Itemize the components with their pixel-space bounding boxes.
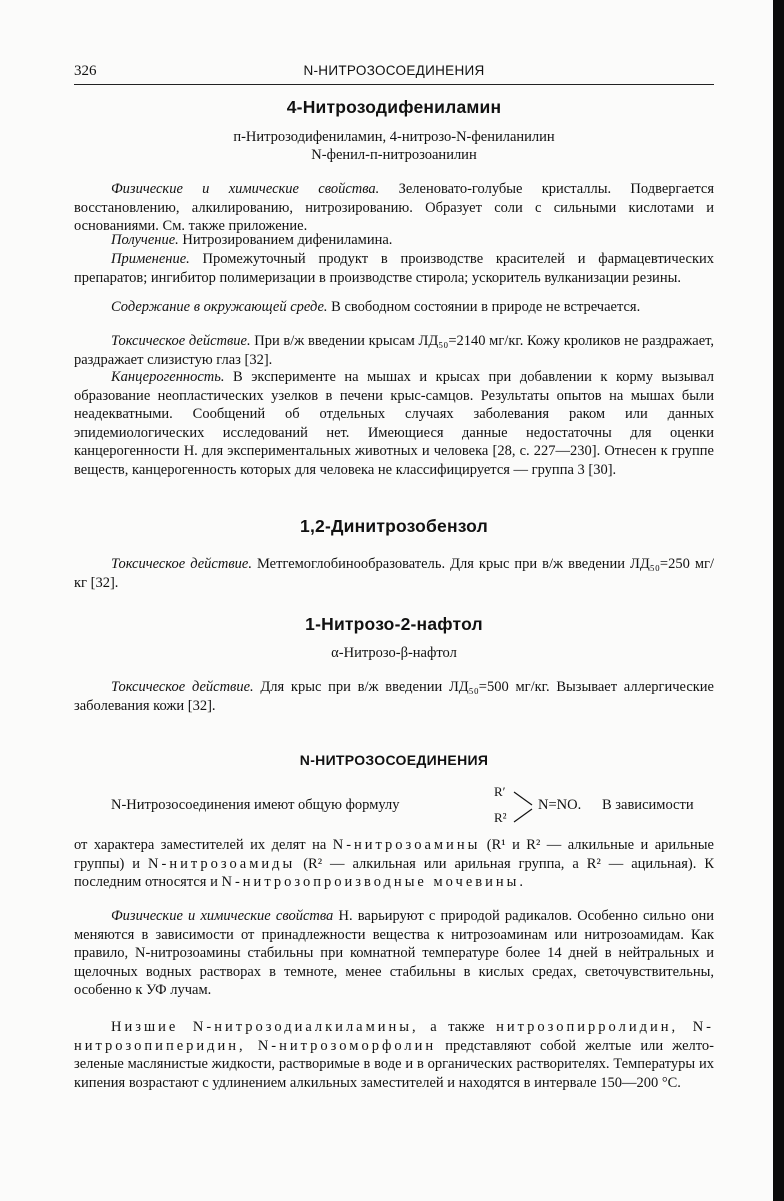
paragraph-label: Получение. xyxy=(111,232,179,248)
header-rule xyxy=(74,84,714,85)
paragraph-classification: от характера заместителей их делят на N-нитрозоамины (R¹ и R² — алкильные и арильные группы) и N-нитрозоамиды (R² — алкильная или арильная группа, а R² — ацильная). К последним относятся и N-нитрозопроизводные мочевины. xyxy=(74,837,714,891)
page-number: 326 xyxy=(74,63,97,79)
running-title: N-НИТРОЗОСОЕДИНЕНИЯ xyxy=(303,63,485,78)
running-head xyxy=(74,63,714,85)
paragraph-label: Токсическое действие. xyxy=(111,556,252,572)
paragraph-label: Токсическое действие. xyxy=(111,679,254,695)
synonym-line: п-Нитрозодифениламин, 4-нитрозо-N-фениланилин xyxy=(233,129,555,145)
paragraph-label: Содержание в окружающей среде. xyxy=(111,299,328,315)
scan-edge-bar xyxy=(773,0,784,1201)
section-heading-n-nitroso-compounds: N-НИТРОЗОСОЕДИНЕНИЯ xyxy=(299,752,489,768)
paragraph-label: Токсическое действие. xyxy=(111,333,251,349)
formula-bonds xyxy=(512,788,536,826)
general-formula xyxy=(492,782,592,832)
paragraph-toxic-action: Токсическое действие. При в/ж введении крысам ЛД₅₀=2140 мг/кг. Кожу кроликов не раздражает, раздражает слизистую глаз [32]. xyxy=(74,333,715,368)
general-formula-line: N-Нитрозосоединения имеют общую формулу R′ R² N=NO. В зависимости xyxy=(74,782,714,832)
section-heading-dinitrosobenzene: 1,2-Динитрозобензол xyxy=(300,516,488,536)
formula-r1: R′ xyxy=(494,784,506,799)
paragraph-label: Канцерогенность. xyxy=(111,369,225,385)
section-heading-nitroso-naphthol: 1-Нитрозо-2-нафтол xyxy=(305,614,483,634)
paragraph-toxic-action: Токсическое действие. Метгемоглобинообразователь. Для крыс при в/ж введении ЛД₅₀=250 мг/кг [32]. xyxy=(74,556,714,591)
paragraph-label: Физические и химические свойства xyxy=(111,908,334,924)
paragraph-label: Физические и химические свойства. xyxy=(111,181,380,197)
term: Низшие N-нитрозодиалкиламины, xyxy=(111,1019,419,1035)
paragraph-lower-nitrosamines: Низшие N-нитрозодиалкиламины, а также нитрозопирролидин, N-нитрозопиперидин, N-нитрозоморфолин представляют собой желтые или желто-зеленые маслянистые жидкости, растворимые в воде и в органических растворителях. Температуры их кипения возрастают с удлинением алкильных заместителей и находятся в интервале 150—200 °С. xyxy=(74,1019,715,1091)
term: N-нитрозоамины xyxy=(332,837,481,853)
paragraph-environment: Содержание в окружающей среде. В свободном состоянии в природе не встречается. xyxy=(111,299,641,315)
term: N-нитрозопроизводные мочевины. xyxy=(221,874,527,891)
paragraph-properties: Физические и химические свойства Н. варьируют с природой радикалов. Особенно сильно они меняются в зависимости от принадлежности вещества к нитрозоаминам или нитрозоамидам. Как правило, N-нитрозоамины стабильны при комнатной температуре более 14 дней в нейтральных и щелочных водных растворах в темноте, менее стабильны в кислых средах, светочувствительны, особенно к УФ лучам. xyxy=(74,908,714,999)
paragraph-application: Применение. Промежуточный продукт в производстве красителей и фармацевтических препаратов; ингибитор полимеризации в производстве стирола; ускоритель вулканизации резины. xyxy=(74,251,714,286)
synonym-line: N-фенил-п-нитрозоанилин xyxy=(311,147,477,163)
synonym-line: α-Нитрозо-β-нафтол xyxy=(331,645,457,661)
paragraph-label: Применение. xyxy=(111,251,190,267)
paragraph-carcinogenicity: Канцерогенность. В эксперименте на мышах и крысах при добавлении к корму вызывал образование неопластических узелков в печени крыс-самцов. Результаты опытов на мышах были неадекватными. Сообщений об отдельных случаях заболевания раком или данных эпидемиологических исследований нет. Имеющиеся данные недостаточны для оценки канцерогенности Н. для экспериментальных животных и человека [28, с. 227—230]. Отнесен к группе веществ, канцерогенность которых для человека не классифицируется — группа 3 [30]. xyxy=(74,369,714,478)
paragraph-properties: Физические и химические свойства. Зеленовато-голубые кристаллы. Подвергается восстановлению, алкилированию, нитрозированию. Образует соли с сильными кислотами и основаниями. См. также приложение. xyxy=(74,181,714,235)
term: N-нитрозоамиды xyxy=(148,855,296,872)
paragraph-production: Получение. Нитрозированием дифениламина. xyxy=(111,232,393,248)
paragraph-toxic-action: Токсическое действие. Для крыс при в/ж введении ЛД₅₀=500 мг/кг. Вызывает аллергические заболевания кожи [32]. xyxy=(74,679,714,714)
formula-group: N=NO. xyxy=(538,797,582,813)
section-heading-4-nitrosodiphenylamine: 4-Нитрозодифениламин xyxy=(286,97,502,117)
term: нитрозопирролидин, N-нитрозопиперидин, N-нитрозоморфолин xyxy=(74,1019,715,1054)
formula-r2: R² xyxy=(494,810,507,825)
